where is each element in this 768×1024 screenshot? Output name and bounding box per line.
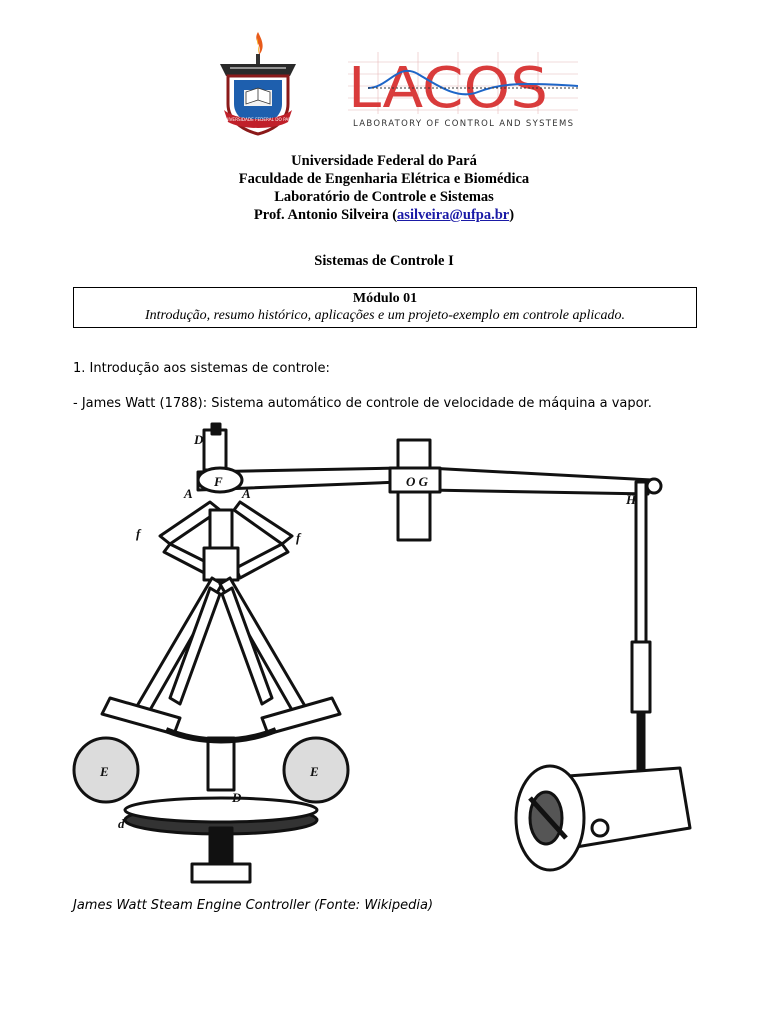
faculty-name: Faculdade de Engenharia Elétrica e Biomédica bbox=[238, 171, 530, 187]
professor-name: Prof. Antonio Silveira ( bbox=[253, 207, 398, 223]
label-H: H bbox=[626, 492, 637, 507]
label-E-right: E bbox=[310, 764, 319, 779]
university-name: Universidade Federal do Pará bbox=[291, 153, 477, 169]
professor-line bbox=[0, 206, 768, 224]
lab-name: Laboratório de Controle e Sistemas bbox=[274, 189, 494, 205]
lacos-wordmark: LACOS bbox=[348, 56, 548, 121]
label-f-left: f bbox=[136, 526, 141, 541]
label-OG: O G bbox=[406, 474, 429, 489]
bullet-text: - James Watt (1788): Sistema automático de controle de velocidade de máquina a vapor. bbox=[73, 396, 652, 411]
lacos-logo bbox=[348, 52, 578, 132]
module-title: Módulo 01 bbox=[352, 291, 418, 306]
ufpa-ribbon-text: UNIVERSIDADE FEDERAL DO PARÁ bbox=[222, 117, 294, 122]
watt-governor-illustration bbox=[70, 418, 700, 896]
label-F: F bbox=[214, 474, 223, 489]
lacos-subtitle: LABORATORY OF CONTROL AND SYSTEMS bbox=[353, 119, 573, 129]
institution-header bbox=[0, 152, 768, 224]
professor-email-link[interactable]: asilveira@ufpa.br bbox=[397, 207, 510, 223]
professor-suffix: ) bbox=[509, 207, 515, 223]
figure-caption: James Watt Steam Engine Controller (Fonte: Wikipedia) bbox=[73, 898, 434, 913]
module-subtitle: Introdução, resumo histórico, aplicações e um projeto-exemplo em controle aplicado. bbox=[144, 308, 626, 323]
course-title: Sistemas de Controle I bbox=[314, 253, 454, 269]
label-D-top: D bbox=[194, 432, 204, 447]
label-D-bottom: D bbox=[232, 790, 242, 805]
ufpa-crest-logo bbox=[218, 30, 298, 138]
label-A-left: A bbox=[184, 486, 193, 501]
module-box bbox=[73, 287, 697, 328]
label-A-right: A bbox=[242, 486, 251, 501]
section-heading: 1. Introdução aos sistemas de controle: bbox=[73, 361, 330, 376]
label-E-left: E bbox=[100, 764, 109, 779]
label-d: d bbox=[118, 816, 125, 831]
label-f-right: f bbox=[296, 530, 301, 545]
